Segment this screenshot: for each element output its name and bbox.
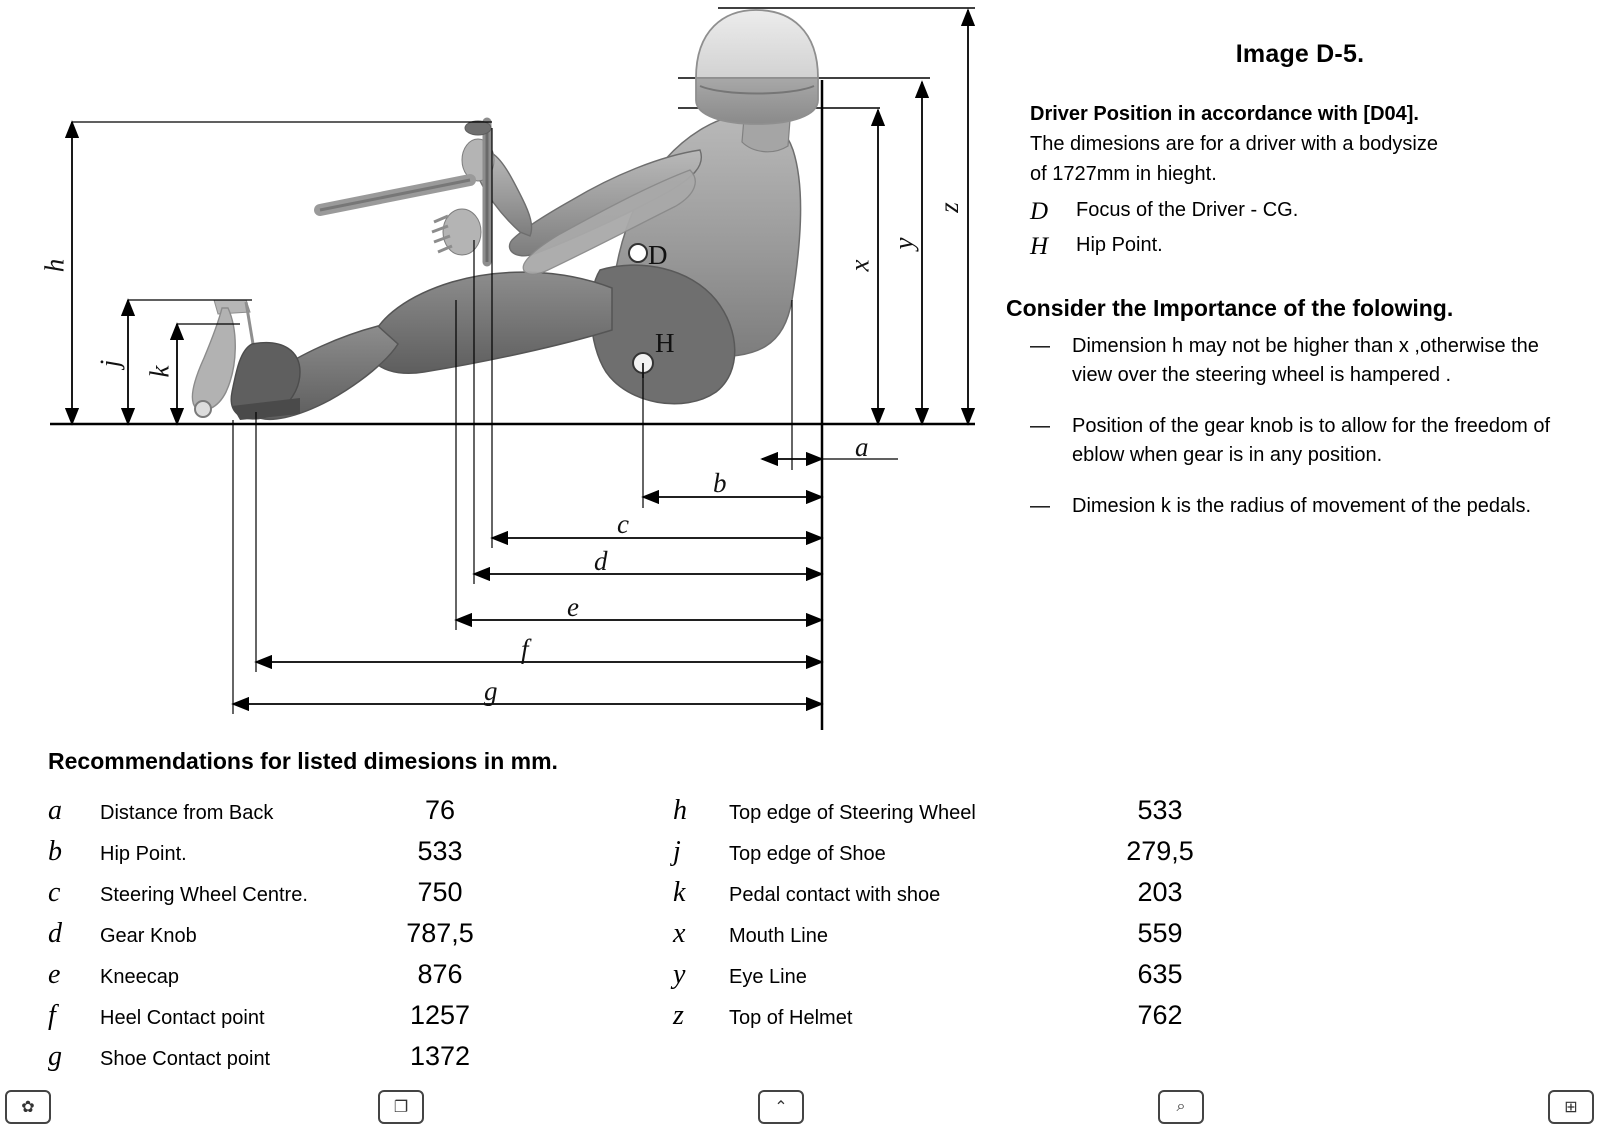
collapse-icon[interactable]: ⌃ bbox=[758, 1090, 804, 1124]
dim-y-label: y bbox=[888, 237, 919, 250]
table-row bbox=[665, 795, 1245, 836]
consider-bullet-2 bbox=[1030, 412, 1580, 470]
hip-point-label: H bbox=[655, 328, 675, 358]
row-description: Pedal contact with shoe bbox=[729, 884, 941, 906]
row-symbol: g bbox=[48, 1041, 62, 1072]
row-value: 750 bbox=[417, 877, 463, 907]
row-symbol: j bbox=[673, 836, 681, 867]
row-value: 76 bbox=[424, 795, 456, 825]
bullet-dash-1: — bbox=[1030, 334, 1050, 357]
row-value: 279,5 bbox=[1126, 836, 1194, 866]
dim-e-label: e bbox=[567, 592, 579, 622]
row-description: Gear Knob bbox=[100, 925, 197, 947]
bullet-text-3: Dimesion k is the radius of movement of the pedals. bbox=[1072, 494, 1532, 517]
bullet-dash-2: — bbox=[1030, 414, 1050, 437]
table-row bbox=[40, 877, 520, 918]
definition-d bbox=[1030, 199, 1580, 224]
driver-position-heading: Driver Position in accordance with [D04]. bbox=[1030, 103, 1419, 125]
definition-h-symbol: H bbox=[1030, 232, 1049, 260]
dim-g-label: g bbox=[484, 676, 498, 706]
row-description: Kneecap bbox=[100, 966, 179, 988]
row-value: 635 bbox=[1137, 959, 1183, 989]
row-description: Distance from Back bbox=[100, 802, 274, 824]
row-value: 876 bbox=[417, 959, 463, 989]
definition-h-text: Hip Point. bbox=[1076, 233, 1163, 256]
row-symbol: k bbox=[673, 877, 686, 908]
dim-h-label: h bbox=[39, 258, 70, 273]
table-row bbox=[40, 918, 520, 959]
row-value: 203 bbox=[1137, 877, 1183, 907]
table-row bbox=[665, 918, 1245, 959]
row-symbol: a bbox=[48, 795, 62, 826]
row-description: Hip Point. bbox=[100, 843, 187, 865]
table-row bbox=[40, 1041, 520, 1082]
consider-bullet-1 bbox=[1030, 332, 1580, 390]
row-symbol: y bbox=[673, 959, 686, 990]
dim-x-label: x bbox=[844, 259, 875, 272]
row-symbol: x bbox=[673, 918, 686, 949]
row-symbol: c bbox=[48, 877, 61, 908]
info-panel bbox=[1006, 40, 1580, 543]
bullet-text-2: Position of the gear knob is to allow for the freedom of eblow when gear is in any position. bbox=[1072, 414, 1551, 466]
table-row bbox=[40, 836, 520, 877]
definition-d-symbol: D bbox=[1030, 197, 1049, 225]
recommendations-title: Recommendations for listed dimesions in mm. bbox=[48, 748, 558, 774]
dim-b-label: b bbox=[713, 468, 727, 498]
copy-icon[interactable]: ❐ bbox=[378, 1090, 424, 1124]
dim-a-label: a bbox=[855, 432, 869, 462]
dim-f-label: f bbox=[521, 634, 529, 664]
consider-bullet-3 bbox=[1030, 492, 1580, 521]
row-value: 559 bbox=[1137, 918, 1183, 948]
driver-position-line-1: The dimesions are for a driver with a bodysize bbox=[1030, 133, 1438, 155]
table-row bbox=[665, 1000, 1245, 1041]
image-title: Image D-5. bbox=[1235, 40, 1365, 68]
row-symbol: f bbox=[48, 1000, 56, 1031]
definition-d-text: Focus of the Driver - CG. bbox=[1076, 198, 1299, 221]
row-description: Shoe Contact point bbox=[100, 1048, 271, 1070]
bullet-text-1: Dimension h may not be higher than x ,otherwise the view over the steering wheel is hampered . bbox=[1072, 334, 1539, 386]
row-description: Mouth Line bbox=[729, 925, 828, 947]
driver-position-diagram bbox=[0, 0, 1010, 740]
row-description: Eye Line bbox=[729, 966, 807, 988]
table-row bbox=[40, 959, 520, 1000]
recommendations-right-column bbox=[665, 795, 1245, 1041]
comment-icon[interactable]: ✿ bbox=[5, 1090, 51, 1124]
search-icon[interactable]: ⌕ bbox=[1158, 1090, 1204, 1124]
row-value: 533 bbox=[417, 836, 463, 866]
row-description: Heel Contact point bbox=[100, 1007, 265, 1029]
bottom-toolbar bbox=[0, 1090, 1600, 1116]
row-symbol: b bbox=[48, 836, 62, 867]
dim-j-label: j bbox=[94, 359, 125, 368]
dim-c-label: c bbox=[617, 509, 629, 539]
row-description: Steering Wheel Centre. bbox=[100, 884, 308, 906]
row-value: 787,5 bbox=[406, 918, 474, 948]
definition-h bbox=[1030, 234, 1580, 259]
row-symbol: h bbox=[673, 795, 687, 826]
dim-d-label: d bbox=[594, 546, 608, 576]
row-value: 1257 bbox=[409, 1000, 471, 1030]
row-symbol: d bbox=[48, 918, 62, 949]
row-symbol: z bbox=[673, 1000, 684, 1031]
driver-position-line-2: of 1727mm in hieght. bbox=[1030, 163, 1217, 186]
bullet-dash-3: — bbox=[1030, 494, 1050, 517]
grid-icon[interactable]: ⊞ bbox=[1548, 1090, 1594, 1124]
row-value: 762 bbox=[1137, 1000, 1183, 1030]
table-row bbox=[40, 795, 520, 836]
table-row bbox=[40, 1000, 520, 1041]
row-symbol: e bbox=[48, 959, 61, 990]
dim-k-label: k bbox=[144, 365, 175, 378]
table-row bbox=[665, 959, 1245, 1000]
table-row bbox=[665, 877, 1245, 918]
row-description: Top of Helmet bbox=[729, 1007, 853, 1029]
driver-cg-label: D bbox=[648, 240, 668, 270]
consider-heading: Consider the Importance of the folowing. bbox=[1006, 294, 1454, 321]
recommendations-left-column bbox=[40, 795, 520, 1082]
row-description: Top edge of Steering Wheel bbox=[729, 802, 976, 824]
dim-z-label: z bbox=[933, 202, 964, 213]
table-row bbox=[665, 836, 1245, 877]
row-value: 533 bbox=[1137, 795, 1183, 825]
row-value: 1372 bbox=[409, 1041, 471, 1071]
row-description: Top edge of Shoe bbox=[729, 843, 886, 865]
